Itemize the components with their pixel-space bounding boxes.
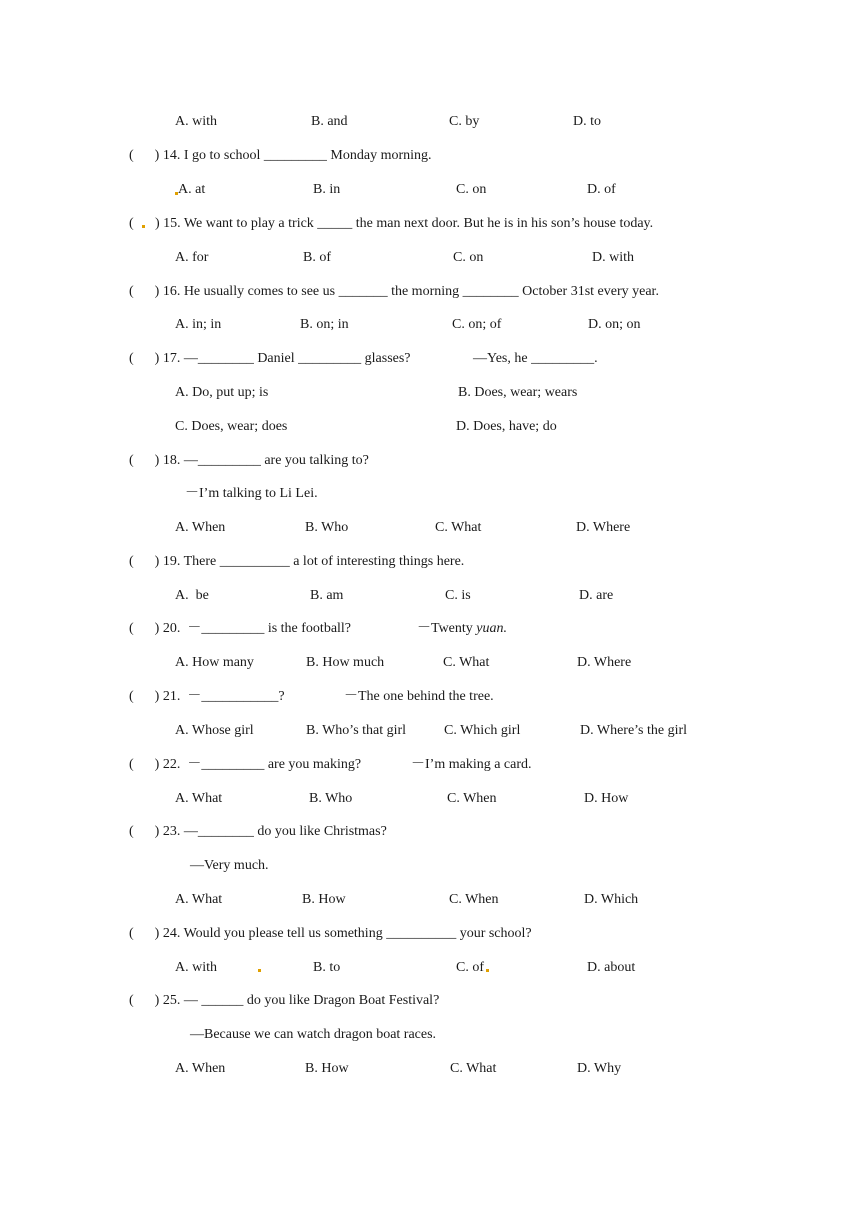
option-c[interactable]: C. What [450,1061,497,1076]
option-a[interactable]: A. When [175,1061,226,1076]
question-stem: ( ) 14. I go to school _________ Monday morning. [129,148,432,163]
option-a[interactable]: A. with [175,114,217,129]
option-d[interactable]: D. on; on [588,317,641,332]
mark-dot [142,225,145,228]
option-c[interactable]: C. When [447,791,497,806]
option-d[interactable]: D. about [587,960,636,975]
reply-italic-word: yuan. [476,621,508,636]
question-reply: －The one behind the tree. [344,689,494,704]
option-d[interactable]: D. Which [584,892,639,907]
question-reply: —Because we can watch dragon boat races. [190,1027,437,1042]
option-d[interactable]: D. Why [577,1061,622,1076]
option-c[interactable]: C. is [445,588,471,603]
option-c[interactable]: C. Does, wear; does [175,419,288,434]
option-c[interactable]: C. on [453,250,484,265]
option-b[interactable]: B. How much [306,655,385,670]
option-b[interactable]: B. in [313,182,341,197]
option-a[interactable]: A. What [175,791,223,806]
option-a[interactable]: A. What [175,892,223,907]
option-c[interactable]: C. What [443,655,490,670]
reply-text: －Twenty [417,621,477,636]
option-d[interactable]: D. to [573,114,601,129]
option-d[interactable]: D. of [587,182,616,197]
option-c[interactable]: C. Which girl [444,723,521,738]
question-stem: ( ) 16. He usually comes to see us _______ the morning ________ October 31st every year. [129,284,659,299]
option-c[interactable]: C. of [456,960,484,975]
question-stem: ( ) 25. — ______ do you like Dragon Boat Festival? [129,993,440,1008]
option-a[interactable]: A. Do, put up; is [175,385,269,400]
option-b[interactable]: B. How [305,1061,349,1076]
option-c[interactable]: C. on [456,182,487,197]
option-b[interactable]: B. to [313,960,341,975]
option-d[interactable]: D. How [584,791,629,806]
question-reply: —Very much. [190,858,269,873]
option-b[interactable]: B. How [302,892,346,907]
question-reply [417,620,507,638]
option-d[interactable]: D. Where [577,655,632,670]
question-stem: ( ) 19. There __________ a lot of interesting things here. [129,554,465,569]
option-b[interactable]: B. Who [305,520,349,535]
option-a[interactable]: A. Whose girl [175,723,254,738]
option-c[interactable]: C. When [449,892,499,907]
option-a[interactable]: A. How many [175,655,254,670]
option-d[interactable]: D. Does, have; do [456,419,557,434]
option-b[interactable]: B. of [303,250,331,265]
option-c[interactable]: C. on; of [452,317,502,332]
option-a[interactable]: A. be [175,588,209,603]
mark-dot [486,969,489,972]
option-a[interactable]: A. at [178,182,206,197]
option-b[interactable]: B. am [310,588,344,603]
question-reply: －I’m making a card. [411,757,532,772]
option-b[interactable]: B. Who’s that girl [306,723,407,738]
question-stem: ( ) 20. －_________ is the football? [129,621,352,636]
option-a[interactable]: A. for [175,250,209,265]
question-stem: ( ) 18. —_________ are you talking to? [129,453,369,468]
option-d[interactable]: D. are [579,588,614,603]
option-b[interactable]: B. Who [309,791,353,806]
question-reply: －I’m talking to Li Lei. [185,486,318,501]
question-stem: ) 15. We want to play a trick _____ the man next door. But he is in his son’s house today. [148,216,654,231]
option-d[interactable]: D. Where [576,520,631,535]
question-stem: ( ) 23. —________ do you like Christmas? [129,824,387,839]
question-stem: ( ) 22. －_________ are you making? [129,757,362,772]
option-d[interactable]: D. with [592,250,634,265]
question-stem-prefix: ( [129,216,141,231]
option-c[interactable]: C. What [435,520,482,535]
option-a[interactable]: A. with [175,960,217,975]
option-c[interactable]: C. by [449,114,480,129]
option-a[interactable]: A. When [175,520,226,535]
option-a[interactable]: A. in; in [175,317,222,332]
mark-dot [258,969,261,972]
option-b[interactable]: B. and [311,114,348,129]
question-stem: ( ) 17. —________ Daniel _________ glasses? [129,351,411,366]
question-stem: ( ) 24. Would you please tell us something __________ your school? [129,926,532,941]
option-d[interactable]: D. Where’s the girl [580,723,688,738]
question-stem: ( ) 21. －___________? [129,689,285,704]
option-b[interactable]: B. Does, wear; wears [458,385,578,400]
option-b[interactable]: B. on; in [300,317,349,332]
question-reply: —Yes, he _________. [473,351,598,366]
